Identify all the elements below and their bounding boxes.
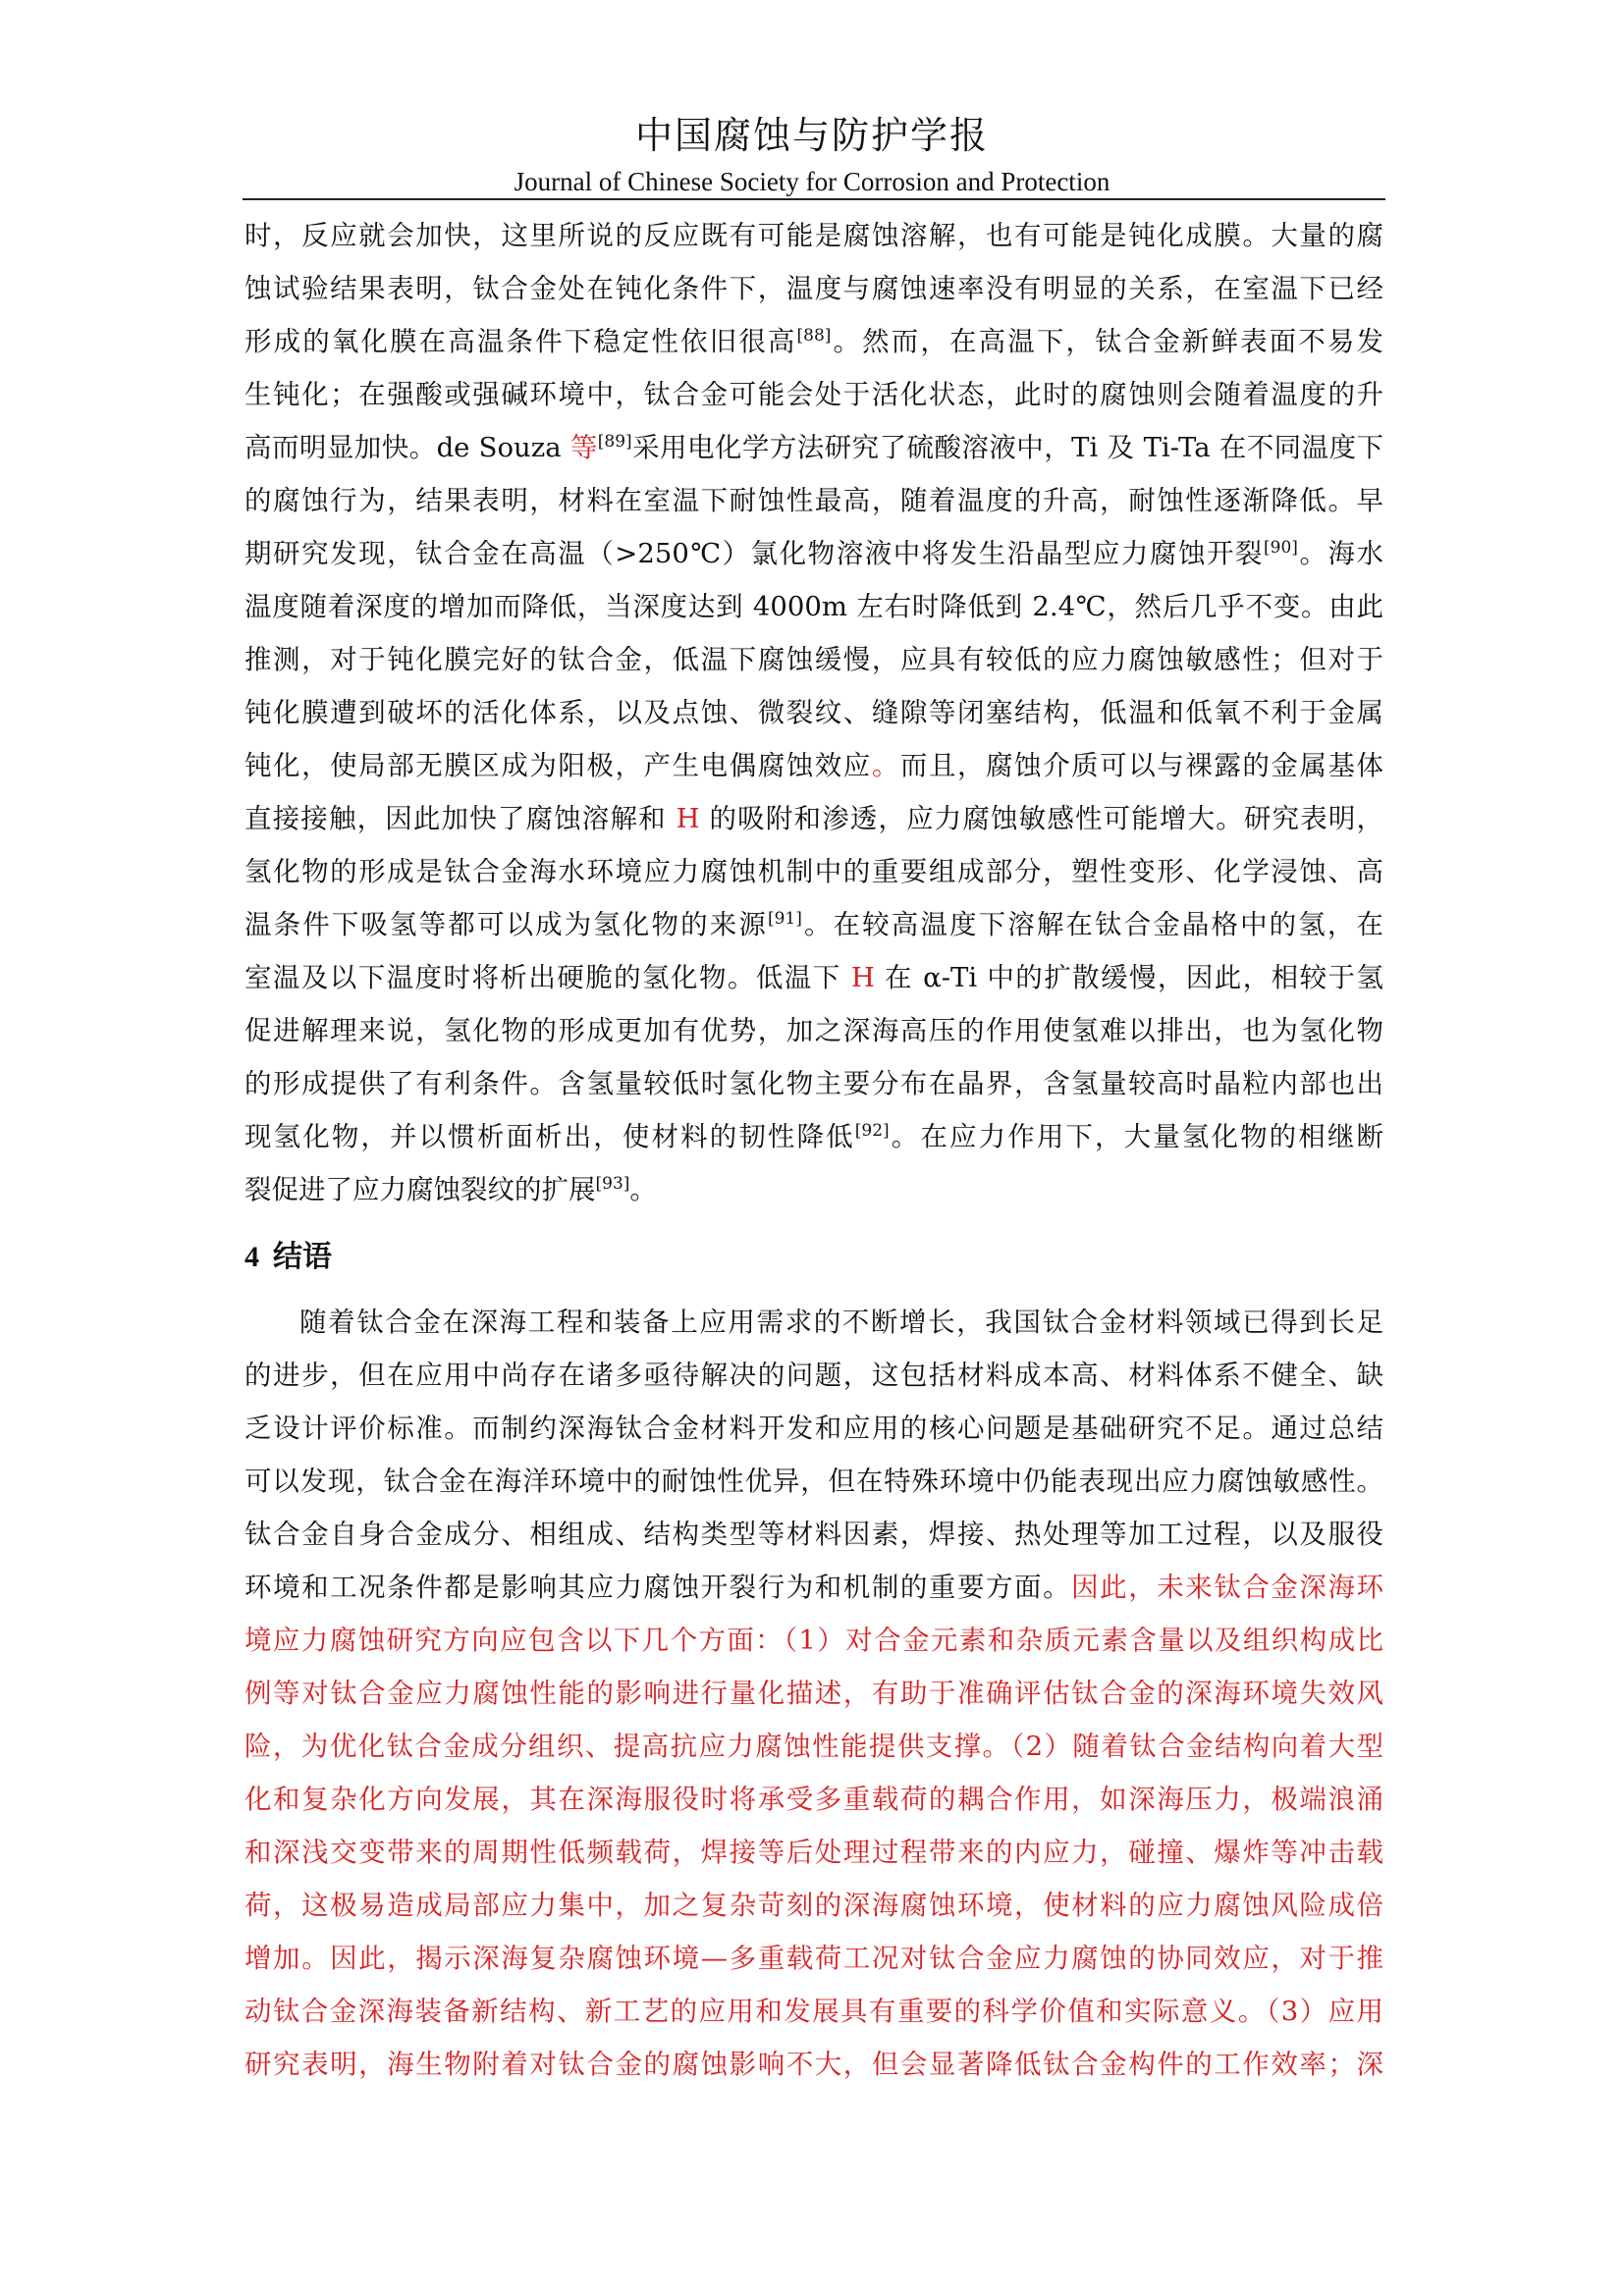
text-line: 例等对钛合金应力腐蚀性能的影响进行量化描述，有助于准确评估钛合金的深海环境失效风 bbox=[244, 1678, 1383, 1709]
text-line: 可以发现，钛合金在海洋环境中的耐蚀性优异，但在特殊环境中仍能表现出应力腐蚀敏感性。 bbox=[244, 1466, 1383, 1497]
citation-ref: [92] bbox=[854, 1121, 890, 1141]
text-line: 增加。因此，揭示深海复杂腐蚀环境—多重载荷工况对钛合金应力腐蚀的协同效应，对于推 bbox=[244, 1943, 1383, 1974]
highlighted-text: 因此，未来钛合金深海环 bbox=[1071, 1572, 1383, 1603]
text-line: 化和复杂化方向发展，其在深海服役时将承受多重载荷的耦合作用，如深海压力，极端浪涌 bbox=[244, 1784, 1383, 1815]
text-line: 环境和工况条件都是影响其应力腐蚀开裂行为和机制的重要方面。因此，未来钛合金深海环 bbox=[244, 1572, 1383, 1603]
section-number: 4 bbox=[244, 1241, 259, 1273]
highlighted-text: H bbox=[676, 803, 700, 834]
paragraph-conclusion bbox=[244, 1296, 1383, 2091]
text-line: 现氢化物，并以惯析面析出，使材料的韧性降低[92]。在应力作用下，大量氢化物的相继断 bbox=[244, 1121, 1383, 1152]
text-line: 的腐蚀行为，结果表明，材料在室温下耐蚀性最高，随着温度的升高，耐蚀性逐渐降低。早 bbox=[244, 485, 1383, 516]
text-line: 蚀试验结果表明，钛合金处在钝化条件下，温度与腐蚀速率没有明显的关系，在室温下已经 bbox=[244, 273, 1383, 304]
header-divider bbox=[243, 198, 1385, 200]
text-line: 研究表明，海生物附着对钛合金的腐蚀影响不大，但会显著降低钛合金构件的工作效率；深 bbox=[244, 2049, 1383, 2080]
text-line: 温条件下吸氢等都可以成为氢化物的来源[91]。在较高温度下溶解在钛合金晶格中的氢，在 bbox=[244, 909, 1383, 940]
text-line: 时，反应就会加快，这里所说的反应既有可能是腐蚀溶解，也有可能是钝化成膜。大量的腐 bbox=[244, 220, 1383, 251]
paragraph-hydride-temperature bbox=[244, 209, 1383, 1216]
text-line: 险，为优化钛合金成分组织、提高抗应力腐蚀性能提供支撑。（2）随着钛合金结构向着大型 bbox=[244, 1731, 1383, 1762]
text-line: 钝化膜遭到破坏的活化体系，以及点蚀、微裂纹、缝隙等闭塞结构，低温和低氧不利于金属 bbox=[244, 697, 1383, 728]
citation-ref: [91] bbox=[767, 909, 802, 929]
text-line: 的形成提供了有利条件。含氢量较低时氢化物主要分布在晶界，含氢量较高时晶粒内部也出 bbox=[244, 1068, 1383, 1099]
highlighted-text: 等 bbox=[569, 432, 598, 463]
text-line: 随着钛合金在深海工程和装备上应用需求的不断增长，我国钛合金材料领域已得到长足 bbox=[299, 1307, 1383, 1338]
text-line: 和深浅交变带来的周期性低频载荷，焊接等后处理过程带来的内应力，碰撞、爆炸等冲击载 bbox=[244, 1837, 1383, 1868]
text-line: 推测，对于钝化膜完好的钛合金，低温下腐蚀缓慢，应具有较低的应力腐蚀敏感性；但对于 bbox=[244, 644, 1383, 675]
text-line: 荷，这极易造成局部应力集中，加之复杂苛刻的深海腐蚀环境，使材料的应力腐蚀风险成倍 bbox=[244, 1890, 1383, 1921]
highlighted-text: H bbox=[850, 962, 875, 993]
text-line: 的进步，但在应用中尚存在诸多亟待解决的问题，这包括材料成本高、材料体系不健全、缺 bbox=[244, 1360, 1383, 1391]
citation-ref: [93] bbox=[595, 1174, 630, 1194]
text-line: 促进解理来说，氢化物的形成更加有优势，加之深海高压的作用使氢难以排出，也为氢化物 bbox=[244, 1015, 1383, 1046]
text-line: 钝化，使局部无膜区成为阳极，产生电偶腐蚀效应。而且，腐蚀介质可以与裸露的金属基体 bbox=[244, 750, 1383, 781]
section-heading bbox=[244, 1233, 332, 1282]
journal-title: 中国腐蚀与防护学报 bbox=[634, 114, 989, 157]
text-line: 动钛合金深海装备新结构、新工艺的应用和发展具有重要的科学价值和实际意义。（3）应用 bbox=[244, 1996, 1383, 2027]
text-line: 境应力腐蚀研究方向应包含以下几个方面：（1）对合金元素和杂质元素含量以及组织构成比 bbox=[244, 1625, 1383, 1656]
journal-subtitle: Journal of Chinese Society for Corrosion and Protection bbox=[514, 167, 1110, 196]
text-line: 氢化物的形成是钛合金海水环境应力腐蚀机制中的重要组成部分，塑性变形、化学浸蚀、高 bbox=[244, 856, 1383, 887]
text-line: 钛合金自身合金成分、相组成、结构类型等材料因素，焊接、热处理等加工过程，以及服役 bbox=[244, 1519, 1383, 1550]
citation-ref: [88] bbox=[796, 326, 832, 346]
text-line: 直接接触，因此加快了腐蚀溶解和 H 的吸附和渗透，应力腐蚀敏感性可能增大。研究表明， bbox=[244, 803, 1383, 834]
highlighted-text: 。 bbox=[871, 750, 900, 781]
text-line: 高而明显加快。de Souza 等[89]采用电化学方法研究了硫酸溶液中，Ti 及 Ti-Ta 在不同温度下 bbox=[244, 432, 1383, 463]
text-line: 室温及以下温度时将析出硬脆的氢化物。低温下 H 在 α-Ti 中的扩散缓慢，因此，相较于氢 bbox=[244, 962, 1383, 993]
text-line: 形成的氧化膜在高温条件下稳定性依旧很高[88]。然而，在高温下，钛合金新鲜表面不易发 bbox=[244, 326, 1383, 357]
text-line: 温度随着深度的增加而降低，当深度达到 4000m 左右时降低到 2.4℃，然后几乎不变。由此 bbox=[244, 591, 1383, 622]
section-title: 结语 bbox=[273, 1240, 332, 1274]
text-line: 生钝化；在强酸或强碱环境中，钛合金可能会处于活化状态，此时的腐蚀则会随着温度的升 bbox=[244, 379, 1383, 410]
text-line: 裂促进了应力腐蚀裂纹的扩展[93]。 bbox=[244, 1174, 657, 1205]
text-line: 乏设计评价标准。而制约深海钛合金材料开发和应用的核心问题是基础研究不足。通过总结 bbox=[244, 1413, 1383, 1444]
citation-ref: [89] bbox=[597, 432, 632, 452]
text-line: 期研究发现，钛合金在高温（>250℃）氯化物溶液中将发生沿晶型应力腐蚀开裂[90]。海水 bbox=[244, 538, 1383, 569]
citation-ref: [90] bbox=[1264, 538, 1298, 558]
